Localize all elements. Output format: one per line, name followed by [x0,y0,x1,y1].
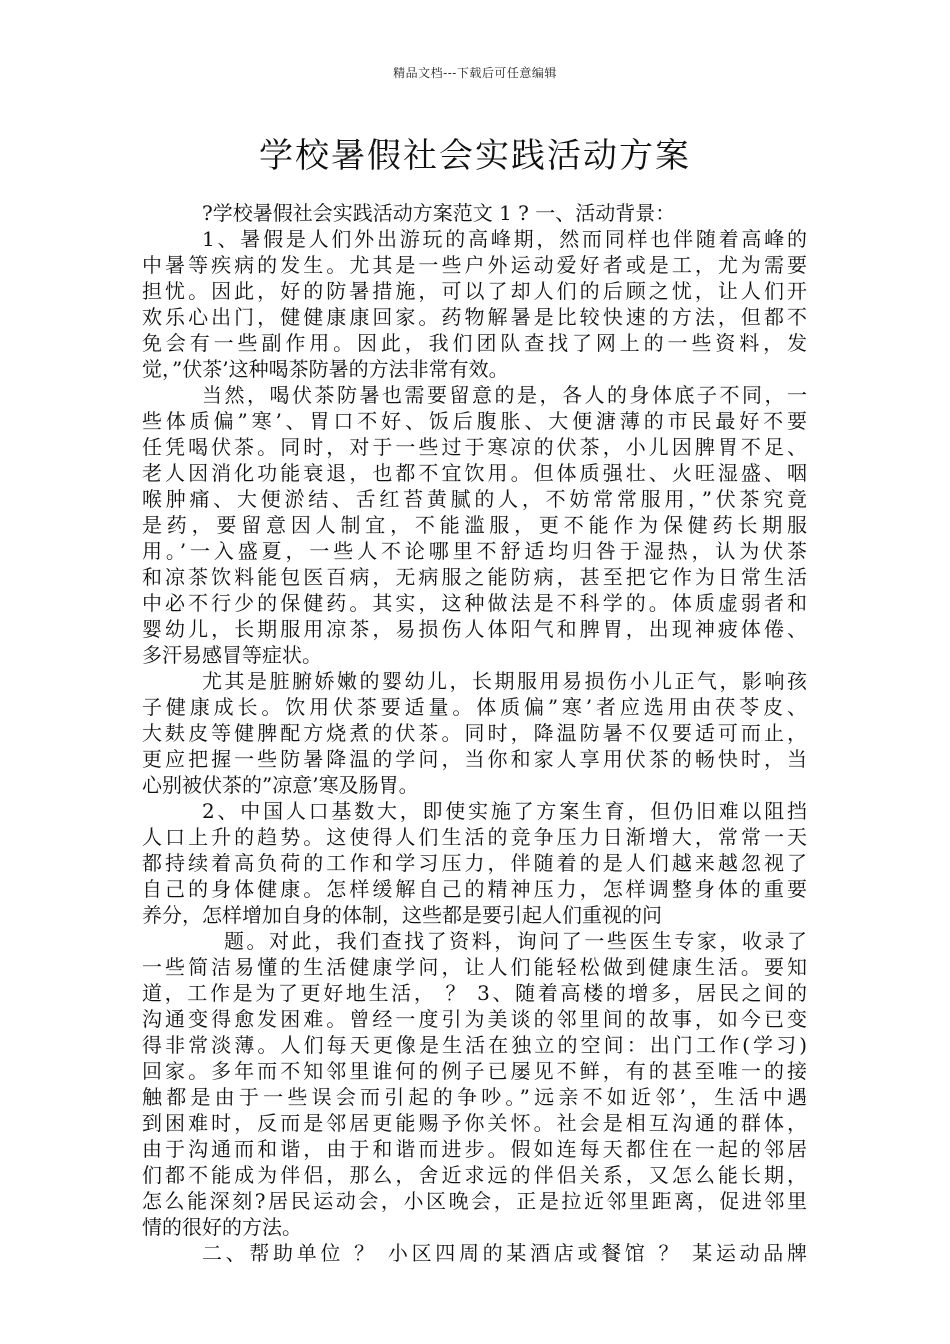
body-line: 触都是由于一些误会而引起的争吵。”远亲不如近邻’，生活中遇 [142,1085,807,1109]
body-line: ?学校暑假社会实践活动方案范文 1 ? 一、活动背景： [202,201,676,225]
body-line: 是药，要留意因人制宜，不能滥服，更不能作为保健药长期服 [142,513,807,537]
body-line: 些体质偏”寒’、胃口不好、饭后腹胀、大便溏薄的市民最好不要 [142,409,807,433]
body-line: 回家。多年而不知邻里谁何的例子已屡见不鲜，有的甚至唯一的接 [142,1059,807,1083]
body-line: 欢乐心出门，健健康康回家。药物解暑是比较快速的方法，但都不 [142,305,807,329]
body-line: 题。对此，我们查找了资料，询问了一些医生专家，收录了 [224,929,807,953]
body-line: 更应把握一些防暑降温的学问，当你和家人享用伏茶的畅快时，当 [142,747,807,771]
header-note: 精品文档---下载后可任意编辑 [393,66,557,80]
body-line: 用。’一入盛夏，一些人不论哪里不舒适均归咎于湿热，认为伏茶 [142,539,807,563]
body-line: 担忧。因此，好的防暑措施，可以了却人们的后顾之忧，让人们开 [142,279,807,303]
body-line: 养分，怎样增加自身的体制，这些都是要引起人们重视的问 [142,903,662,927]
body-line: 中暑等疾病的发生。尤其是一些户外运动爱好者或是工，尤为需要 [142,253,807,277]
body-line: 人口上升的趋势。这使得人们生活的竞争压力日渐增大，常常一天 [142,825,807,849]
body-line: 自己的身体健康。怎样缓解自己的精神压力，怎样调整身体的重要 [142,877,807,901]
body-line: 一些简洁易懂的生活健康学问，让人们能轻松做到健康生活。要知 [142,955,807,979]
body-line: 婴幼儿，长期服用凉茶，易损伤人体阳气和脾胃，出现神疲体倦、 [142,617,807,641]
body-line: 当然，喝伏茶防暑也需要留意的是，各人的身体底子不同，一 [202,383,807,407]
body-line: 怎么能深刻?居民运动会，小区晚会，正是拉近邻里距离，促进邻里 [142,1189,807,1213]
body-line: 免会有一些副作用。因此，我们团队查找了网上的一些资料，发 [142,331,807,355]
body-line: 2、中国人口基数大，即使实施了方案生育，但仍旧难以阻挡 [202,799,807,823]
body-line: 多汗易感冒等症状。 [142,643,322,667]
body-line: 尤其是脏腑娇嫩的婴幼儿，长期服用易损伤小儿正气，影响孩 [202,669,807,693]
body-line: 得非常淡薄。人们每天更像是生活在独立的空间：出门工作(学习) [142,1033,807,1057]
body-line: 任凭喝伏茶。同时，对于一些过于寒凉的伏茶，小儿因脾胃不足、 [142,435,807,459]
body-line: 1、暑假是人们外出游玩的高峰期，然而同样也伴随着高峰的 [202,227,807,251]
body-line: 老人因消化功能衰退，也都不宜饮用。但体质强壮、火旺湿盛、咽 [142,461,807,485]
body-line: 都持续着高负荷的工作和学习压力，伴随着的是人们越来越忽视了 [142,851,807,875]
body-line: 子健康成长。饮用伏茶要适量。体质偏”寒’者应选用由茯苓皮、 [142,695,807,719]
body-line: 由于沟通而和谐，由于和谐而进步。假如连每天都住在一起的邻居 [142,1137,807,1161]
body-line: 中必不行少的保健药。其实，这种做法是不科学的。体质虚弱者和 [142,591,807,615]
body-line: 和凉茶饮料能包医百病，无病服之能防病，甚至把它作为日常生活 [142,565,807,589]
body-line: 心别被伏茶的”凉意’寒及肠胃。 [142,773,419,797]
body-line: 情的很好的方法。 [142,1215,302,1239]
document-title: 学校暑假社会实践活动方案 [259,136,691,176]
body-line: 喉肿痛、大便淤结、舌红苔黄腻的人，不妨常常服用，”伏茶究竟 [142,487,807,511]
body-line: 沟通变得愈发困难。曾经一度引为美谈的邻里间的故事，如今已变 [142,1007,807,1031]
body-line: 到困难时，反而是邻居更能赐予你关怀。社会是相互沟通的群体， [142,1111,807,1135]
document-body [142,200,807,1266]
body-line: 觉，”伏茶’这种喝茶防暑的方法非常有效。 [142,357,509,381]
body-line: 大麸皮等健脾配方烧煮的伏茶。同时，降温防暑不仅要适可而止， [142,721,807,745]
body-line: 道，工作是为了更好地生活， ？ 3、随着高楼的增多，居民之间的 [142,981,807,1005]
body-line: 二、帮助单位 ？ 小区四周的某酒店或餐馆 ？ 某运动品牌 [202,1241,807,1265]
body-line: 们都不能成为伴侣，那么，舍近求远的伴侣关系，又怎么能长期， [142,1163,807,1187]
